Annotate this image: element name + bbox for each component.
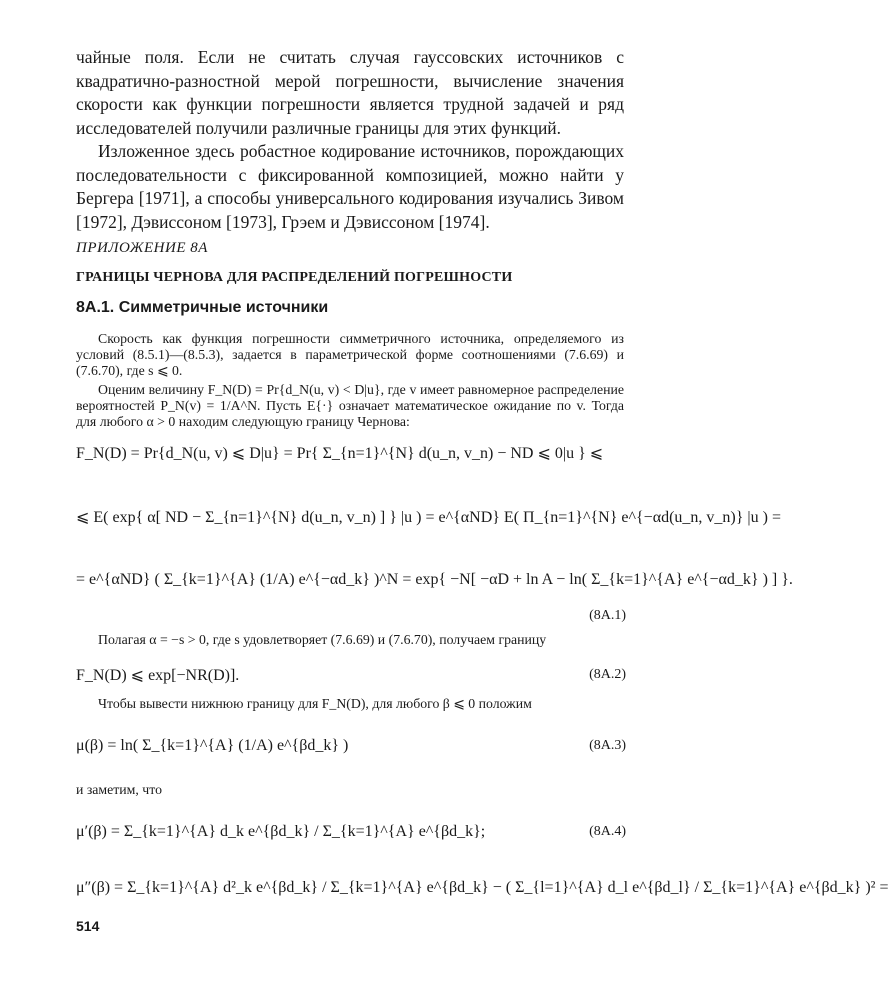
paragraph-2: Изложенное здесь робастное кодирование источников, порождающих последовательности с фиксированной композицией, можно найти у Бергера [1971], а способы универсального кодирования изучались Зивом [1972], Дэвиссоном [1973], Грэем и Дэвиссоном [1974]. — [76, 141, 624, 232]
equation-mu-prime: μ′(β) = Σ_{k=1}^{A} d_k e^{βd_k} / Σ_{k=1}^{A} e^{βd_k}; — [76, 823, 486, 840]
appendix-title: ГРАНИЦЫ ЧЕРНОВА ДЛЯ РАСПРЕДЕЛЕНИЙ ПОГРЕШНОСТИ — [76, 270, 513, 285]
appendix-label: ПРИЛОЖЕНИЕ 8А — [76, 240, 208, 256]
equation-number-8a1: (8А.1) — [589, 608, 626, 623]
section-title: 8А.1. Симметричные источники — [76, 299, 329, 316]
page-number: 514 — [76, 918, 100, 934]
equation-chernov-line-1: F_N(D) = Pr{d_N(u, v) ⩽ D|u} = Pr{ Σ_{n=1}^{N} d(u_n, v_n) − ND ⩽ 0|u } ⩽ — [76, 445, 604, 462]
equation-chernov-line-2: ⩽ E( exp{ α[ ND − Σ_{n=1}^{N} d(u_n, v_n) ] } |u ) = e^{αND} E( Π_{n=1}^{N} e^{−αd(u_n, v_n)} |u ) = — [76, 509, 781, 526]
equation-chernov-line-3: = e^{αND} ( Σ_{k=1}^{A} (1/A) e^{−αd_k} )^N = exp{ −N[ −αD + ln A − ln( Σ_{k=1}^{A} e^{−αd_k} ) ] }. — [76, 571, 793, 588]
equation-mu-double-prime: μ″(β) = Σ_{k=1}^{A} d²_k e^{βd_k} / Σ_{k=1}^{A} e^{βd_k} − ( Σ_{l=1}^{A} d_l e^{βd_l} / Σ_{k=1}^{A} e^{βd_k} )² = — [76, 879, 889, 896]
small-paragraph-4: Чтобы вывести нижнюю границу для F_N(D), для любого β ⩽ 0 положим — [98, 696, 532, 711]
equation-number-8a2: (8А.2) — [589, 667, 626, 682]
small-paragraph-2: Оценим величину F_N(D) = Pr{d_N(u, v) < D|u}, где v имеет равномерное распределение вероятностей P_N(v) = 1/A^N. Пусть E{·} означает математическое ожидание по v. Тогда для любого α > 0 находим следующую границу Чернова: — [76, 382, 624, 429]
small-paragraph-1: Скорость как функция погрешности симметричного источника, определяемого из условий (8.5.1)—(8.5.3), задается в параметрической форме соотношениями (7.6.69) и (7.6.70), где s ⩽ 0. — [76, 331, 624, 378]
small-paragraph-3: Полагая α = −s > 0, где s удовлетворяет (7.6.69) и (7.6.70), получаем границу — [98, 632, 547, 647]
paragraph-1: чайные поля. Если не считать случая гауссовских источников с квадратично-разностной мерой погрешности, вычисление значения скорости как функции погрешности является трудной задачей и ряд исследователей получили различные границы для этих функций. — [76, 47, 624, 138]
equation-mu: μ(β) = ln( Σ_{k=1}^{A} (1/A) e^{βd_k} ) — [76, 737, 349, 754]
equation-upper-bound: F_N(D) ⩽ exp[−NR(D)]. — [76, 667, 240, 684]
equation-number-8a4: (8А.4) — [589, 824, 626, 839]
equation-number-8a3: (8А.3) — [589, 738, 626, 753]
small-paragraph-5: и заметим, что — [76, 782, 162, 797]
